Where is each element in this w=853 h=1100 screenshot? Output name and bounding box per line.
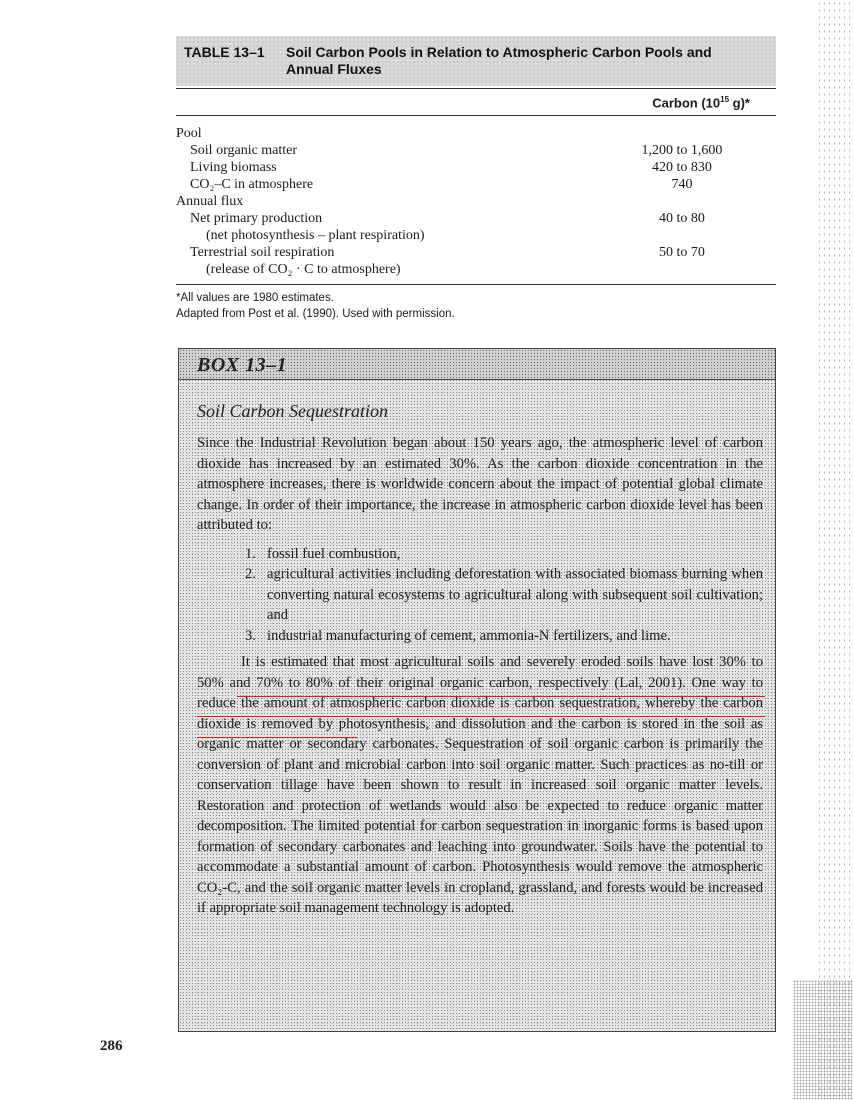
scan-edge-noise — [817, 0, 853, 1100]
table-top-rule — [176, 88, 776, 89]
table-header-rule — [176, 115, 776, 116]
row-label: Soil organic matter — [190, 143, 298, 158]
box-header-bar — [179, 349, 775, 380]
table-column-header: Carbon ($10^{15}$ g)* — [652, 95, 750, 111]
row-label: Terrestrial soil respiration — [190, 245, 335, 260]
row-label: (net photosynthesis – plant respiration) — [206, 228, 425, 243]
row-value: 420 to 830 — [652, 160, 712, 175]
box-paragraph-1: Since the Industrial Revolution began about 150 years ago, the atmospheric level of carbon dioxide has increased by an estimated 30%. As the carbon dioxide concentration in the atmosphere increases, there is worldwide concern about the impact of potential global climate change. In order of their importance, the increase in atmospheric carbon dioxide level has been attributed to: — [197, 435, 763, 533]
box-label: BOX 13–1 — [197, 354, 288, 376]
scan-corner-noise — [793, 980, 853, 1100]
box-13-1 — [178, 348, 776, 1032]
table-row — [176, 142, 776, 159]
table-number: TABLE 13–1 — [184, 44, 265, 60]
table-row — [176, 176, 776, 193]
table-row — [176, 125, 776, 142]
list-item: 1. fossil fuel combustion, — [245, 545, 401, 562]
page-number: 286 — [100, 1038, 123, 1054]
table-row — [176, 210, 776, 227]
table-source-note: Adapted from Post et al. (1990). Used with permission. — [176, 308, 455, 320]
row-label: Annual flux — [176, 194, 244, 209]
row-value: 1,200 to 1,600 — [641, 143, 723, 158]
table-footnote: *All values are 1980 estimates. — [176, 292, 334, 304]
row-label: Living biomass — [190, 160, 277, 175]
row-label: CO₂–C in atmosphere — [190, 177, 314, 192]
table-row — [176, 261, 776, 278]
attribution-list — [197, 544, 763, 647]
table-row — [176, 159, 776, 176]
highlight-underline — [197, 737, 357, 738]
table-row — [176, 244, 776, 261]
table-title — [184, 44, 764, 78]
box-body — [197, 433, 763, 919]
row-value — [622, 261, 742, 278]
row-value: 40 to 80 — [659, 211, 705, 226]
list-item: 2. agricultural activities including deforestation with associated biomass burning when converting natural ecosystems to agricultural along with subsequent soil cultivation; and — [245, 566, 763, 623]
box-heading: Soil Carbon Sequestration — [197, 401, 389, 421]
table-row — [176, 227, 776, 244]
row-label: Pool — [176, 126, 202, 141]
table-title-line2: Annual Fluxes — [286, 61, 382, 77]
row-label: (release of CO₂ · C to atmosphere) — [206, 262, 401, 277]
list-item: 3. industrial manufacturing of cement, ammonia-N fertilizers, and lime. — [245, 627, 671, 644]
highlight-underline — [237, 696, 765, 697]
row-value: 740 — [671, 177, 693, 192]
row-value — [622, 125, 742, 142]
table-body — [176, 125, 776, 278]
row-value — [622, 227, 742, 244]
highlight-underline — [197, 716, 765, 717]
table-bottom-rule — [176, 284, 776, 285]
row-value: 50 to 70 — [659, 245, 705, 260]
table-title-line1: Soil Carbon Pools in Relation to Atmospheric Carbon Pools and — [286, 44, 712, 60]
box-paragraph-2: It is estimated that most agricultural soils and severely eroded soils have lost 30% to 50% and 70% to 80% of their original organic carbon, respectively (Lal, 2001). One way to reduce the amount of atmospheric carbon dioxide is carbon sequestration, whereby the carbon dioxide is removed by photosynthesis, and dissolution and the carbon is stored in the soil as organic matter or secondary carbonates. Sequestration of soil organic carbon is primarily the conversion of plant and microbial carbon into soil organic matter. Such practices as no-till or conservation tillage have been shown to result in increased soil organic matter levels. Restoration and protection of wetlands would also be expected to reduce organic matter decomposition. The limited potential for carbon sequestration in inorganic forms is based upon formation of secondary carbonates and leaching into groundwater. Soils have the potential to accommodate a substantial amount of carbon. Photosynthesis would remove the atmospheric CO₂-C, and the soil organic matter levels in cropland, grassland, and forests would be increased if appropriate soil management technology is adopted. — [197, 654, 763, 916]
row-value — [622, 193, 742, 210]
table-row — [176, 193, 776, 210]
row-label: Net primary production — [190, 211, 323, 226]
